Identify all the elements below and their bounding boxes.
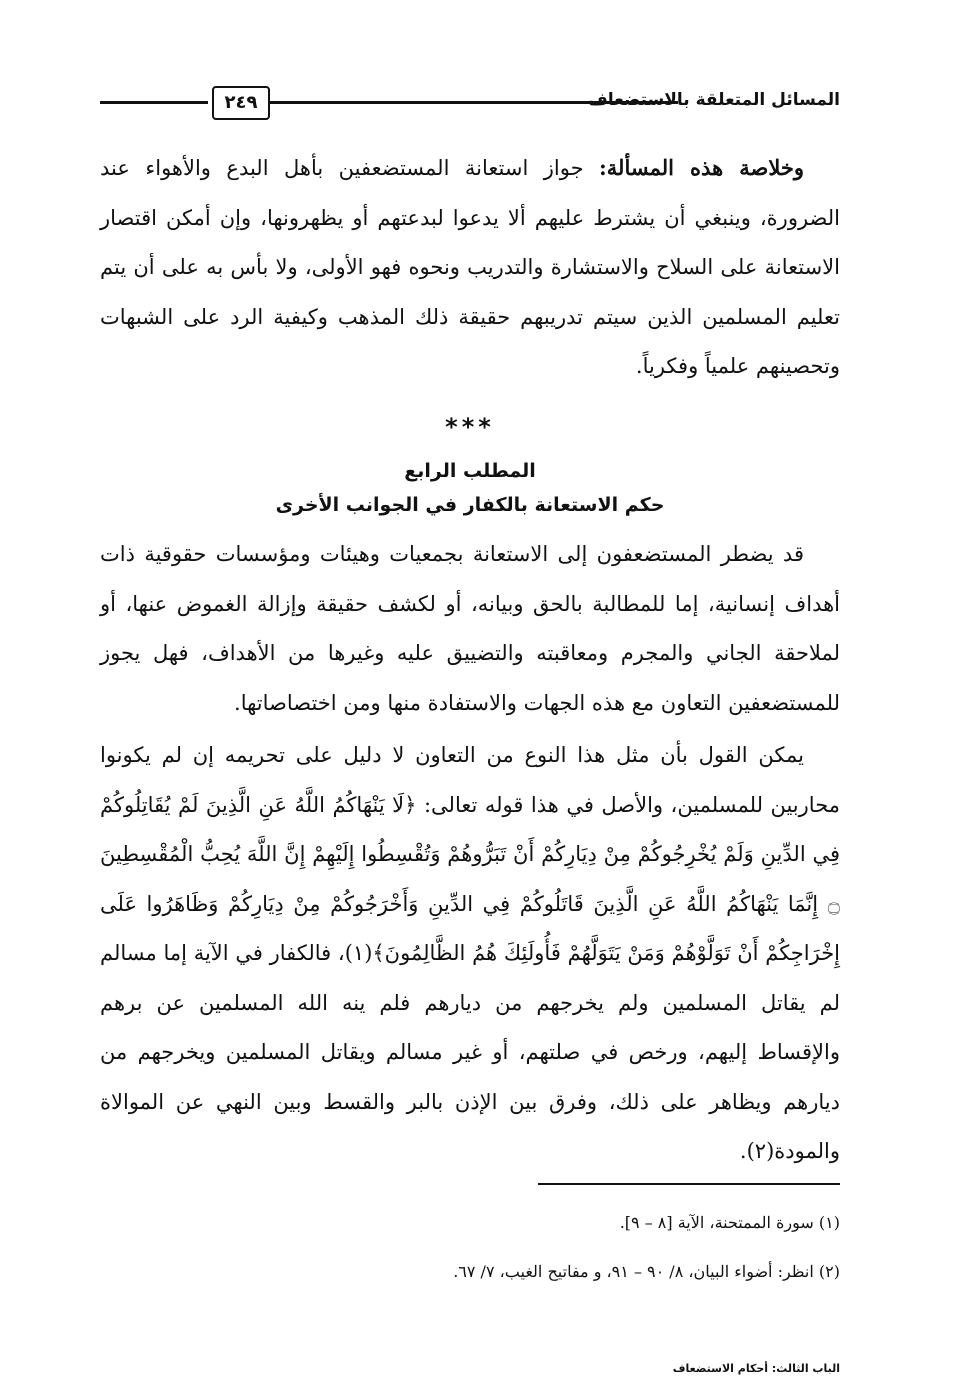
ruling-text: يمكن القول بأن مثل هذا النوع من التعاون لا دليل على تحريمه إن لم يكونوا محاربين للمسلمين، والأصل في هذا قوله تعالى: ﴿لَا يَنْهَاكُمُ اللَّهُ عَنِ الَّذِينَ لَمْ يُقَاتِلُوكُمْ فِي الدِّينِ وَلَمْ يُخْرِجُوكُمْ مِنْ دِيَارِكُمْ أَنْ تَبَرُّوهُمْ وَتُقْسِطُوا إِلَيْهِمْ إِنَّ اللَّهَ يُحِبُّ الْمُقْسِطِينَ ۝ إِنَّمَا يَنْهَاكُمُ اللَّهُ عَنِ الَّذِينَ قَاتَلُوكُمْ فِي الدِّينِ وَأَخْرَجُوكُمْ مِنْ دِيَارِكُمْ وَظَاهَرُوا عَلَى إِخْرَاجِكُمْ أَنْ تَوَلَّوْهُمْ وَمَنْ يَتَوَلَّهُمْ فَأُولَئِكَ هُمُ الظَّالِمُونَ﴾(١)، فالكفار في الآية إما مسالم لم يقاتل المسلمين ولم يخرجهم من ديارهم فلم ينه الله المسلمين عن برهم والإقساط إليهم، ورخص في صلتهم، أو غير مسالم ويقاتل المسلمين ويخرجهم من ديارهم ويظاهر على ذلك، وفرق بين الإذن بالبر والقسط وبين النهي عن الموالاة والمودة(٢). <box>100 743 841 1163</box>
intro-text: قد يضطر المستضعفون إلى الاستعانة بجمعيات وهيئات ومؤسسات حقوقية ذات أهداف إنسانية، إما للمطالبة بالحق وبيانه، أو لكشف حقيقة وإزالة الغموض عنها، أو لملاحقة الجاني والمجرم ومعاقبته والتضييق عليه وغيرها من الأهداف، فهل يجوز للمستضعفين التعاون مع هذه الجهات والاستفادة منها ومن اختصاصاتها. <box>100 542 840 715</box>
paragraph-ruling <box>100 731 840 1177</box>
conclusion-text: جواز استعانة المستضعفين بأهل البدع والأهواء عند الضرورة، وينبغي أن يشترط عليهم ألا يدعوا لبدعتهم أو يظهرونها، وإن أمكن اقتصار الاستعانة على السلاح والاستشارة والتدريب ونحوه فهو الأولى، ولا بأس به على أن يتم تعليم المسلمين الذين سيتم تدريبهم حقيقة ذلك المذهب وكيفية الرد على الشبهات وتحصينهم علمياً وفكرياً. <box>100 156 840 378</box>
section-subtitle: حكم الاستعانة بالكفار في الجوانب الأخرى <box>275 494 665 516</box>
header-rule-left <box>100 101 208 104</box>
footnote-2: (٢) انظر: أضواء البيان، ٨/ ٩٠ – ٩١، و مفاتيح الغيب، ٧/ ٦٧. <box>453 1262 840 1281</box>
running-title: المسائل المتعلقة بالاستضعاف <box>588 90 840 110</box>
footnote-1: (١) سورة الممتحنة، الآية [٨ – ٩]. <box>619 1213 840 1232</box>
chapter-footer: الباب الثالث: أحكام الاستضعاف <box>672 1362 840 1375</box>
footnote-divider <box>538 1183 840 1185</box>
section-title: المطلب الرابع <box>404 460 536 482</box>
page-header <box>100 86 840 122</box>
section-separator: *** <box>445 413 495 441</box>
page-number: ٢٤٩ <box>212 86 270 120</box>
paragraph-intro <box>100 530 840 728</box>
paragraph-conclusion <box>100 143 840 392</box>
conclusion-lead: وخلاصة هذه المسألة: <box>599 155 804 180</box>
